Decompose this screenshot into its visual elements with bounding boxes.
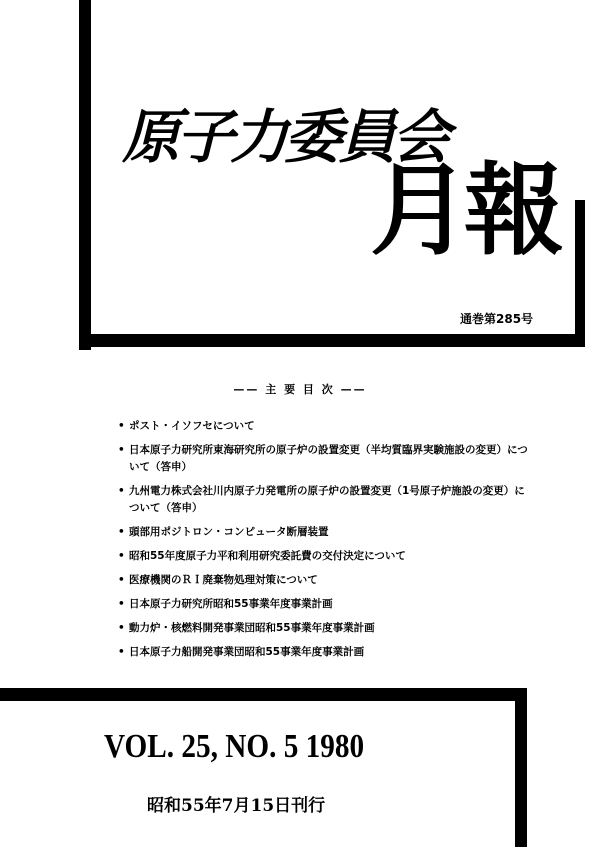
contents-item: • 日本原子力研究所昭和55事業年度事業計画 [118, 596, 528, 613]
contents-item: • ポスト・イソフセについて [118, 418, 528, 435]
contents-item: • 医療機関のＲＩ廃棄物処理対策について [118, 572, 528, 589]
journal-title-monthly: 月報 [370, 151, 558, 269]
contents-item: • 九州電力株式会社川内原子力発電所の原子炉の設置変更（1号原子炉施設の変更）について（答申） [118, 483, 528, 517]
cover-frame-left-bar [79, 0, 91, 350]
cover-frame-bottom-bar [79, 334, 575, 347]
contents-item: • 日本原子力船開発事業団昭和55事業年度事業計画 [118, 644, 528, 661]
contents-item: • 動力炉・核燃料開発事業団昭和55事業年度事業計画 [118, 620, 528, 637]
contents-item: • 昭和55年度原子力平和利用研究委託費の交付決定について [118, 548, 528, 565]
issue-number: 通巻第285号 [460, 312, 534, 326]
journal-title: 原子力委員会 [118, 103, 460, 171]
cover-frame-right-bar [575, 200, 585, 347]
contents-item: • 頭部用ポジトロン・コンピュータ断層装置 [118, 524, 528, 541]
contents-heading: —— 主 要 目 次 —— [233, 383, 367, 396]
footer-frame-top-bar [0, 688, 527, 701]
contents-list [118, 418, 528, 668]
footer-frame-right-bar [515, 688, 527, 847]
volume-line: VOL. 25, NO. 5 1980 [104, 728, 365, 765]
publish-date: 昭和55年7月15日刊行 [147, 796, 326, 816]
contents-item: • 日本原子力研究所東海研究所の原子炉の設置変更（半均質臨界実験施設の変更）について（答申） [118, 442, 528, 476]
